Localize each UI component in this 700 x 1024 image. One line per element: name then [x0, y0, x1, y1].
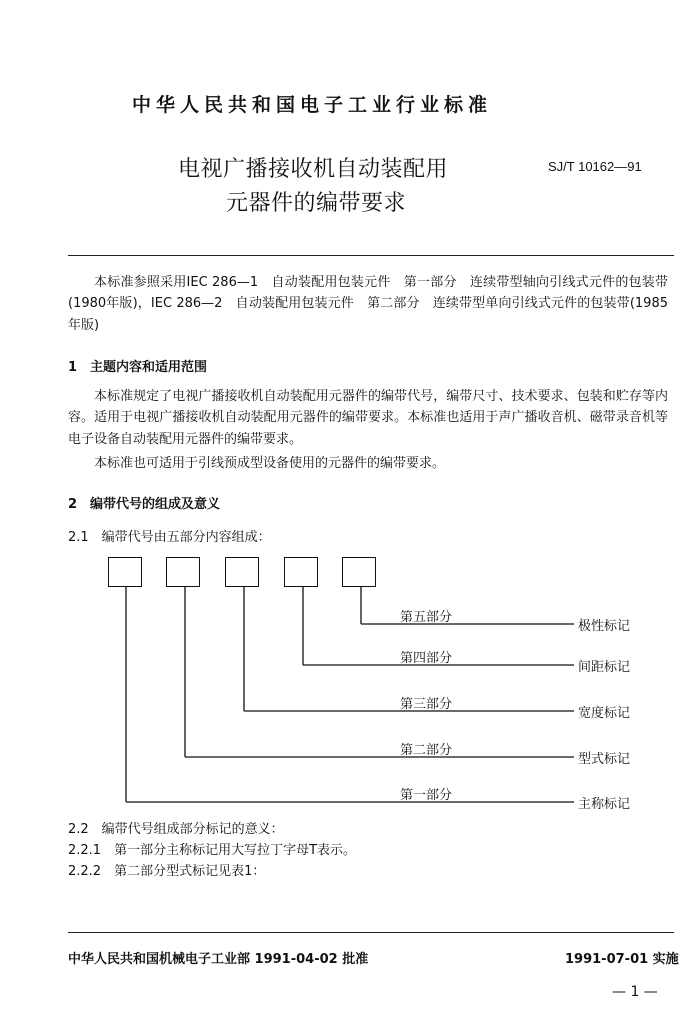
clause-2-1: 2.1 编带代号由五部分内容组成： — [68, 530, 271, 545]
approval-line: 中华人民共和国机械电子工业部 1991-04-02 批准 — [68, 952, 369, 967]
diagram-part-2-label: 第二部分 — [400, 743, 453, 758]
diagram-part-4-mark: 间距标记 — [578, 660, 631, 675]
section-1-heading: 1 主题内容和适用范围 — [68, 360, 208, 375]
diagram-part-3-label: 第三部分 — [400, 697, 453, 712]
diagram-part-2-mark: 型式标记 — [578, 752, 631, 767]
page-number: — 1 — — [612, 984, 658, 1000]
standard-header: 中华人民共和国电子工业行业标准 — [132, 94, 493, 116]
section-1-paragraph-1: 本标准规定了电视广播接收机自动装配用元器件的编带代号，编带尺寸、技术要求、包装和贮存等内容。适用于电视广播接收机自动装配用元器件的编带要求。本标准也适用于声广播收音机、磁带录音机等电子设备自动装配用元器件的编带要求。 — [68, 389, 668, 447]
clause-2-2-1: 2.2.1 第一部分主称标记用大写拉丁字母T表示。 — [68, 843, 357, 858]
standard-code: SJ/T 10162—91 — [548, 159, 642, 174]
section-2-heading: 2 编带代号的组成及意义 — [68, 497, 221, 512]
intro-paragraph: 本标准参照采用IEC 286—1 自动装配用包装元件 第一部分 连续带型轴向引线式元件的包装带(1980年版)，IEC 286—2 自动装配用包装元件 第二部分 连续带型单向引线式元件的包装带(1985年版) — [68, 275, 668, 333]
diagram-part-1-mark: 主称标记 — [578, 797, 631, 812]
section-1-paragraph-2: 本标准也可适用于引线预成型设备使用的元器件的编带要求。 — [94, 456, 446, 471]
diagram-part-5-label: 第五部分 — [400, 610, 453, 625]
clause-2-2-2: 2.2.2 第二部分型式标记见表1： — [68, 864, 266, 879]
diagram-part-4-label: 第四部分 — [400, 651, 453, 666]
diagram-part-1-label: 第一部分 — [400, 788, 453, 803]
diagram-part-5-mark: 极性标记 — [578, 619, 631, 634]
clause-2-2: 2.2 编带代号组成部分标记的意义： — [68, 822, 284, 837]
document-title-line2: 元器件的编带要求 — [226, 191, 407, 216]
bottom-rule — [68, 932, 674, 933]
diagram-part-3-mark: 宽度标记 — [578, 706, 631, 721]
effective-date: 1991-07-01 实施 — [565, 952, 679, 967]
document-title-line1: 电视广播接收机自动装配用 — [178, 157, 449, 182]
